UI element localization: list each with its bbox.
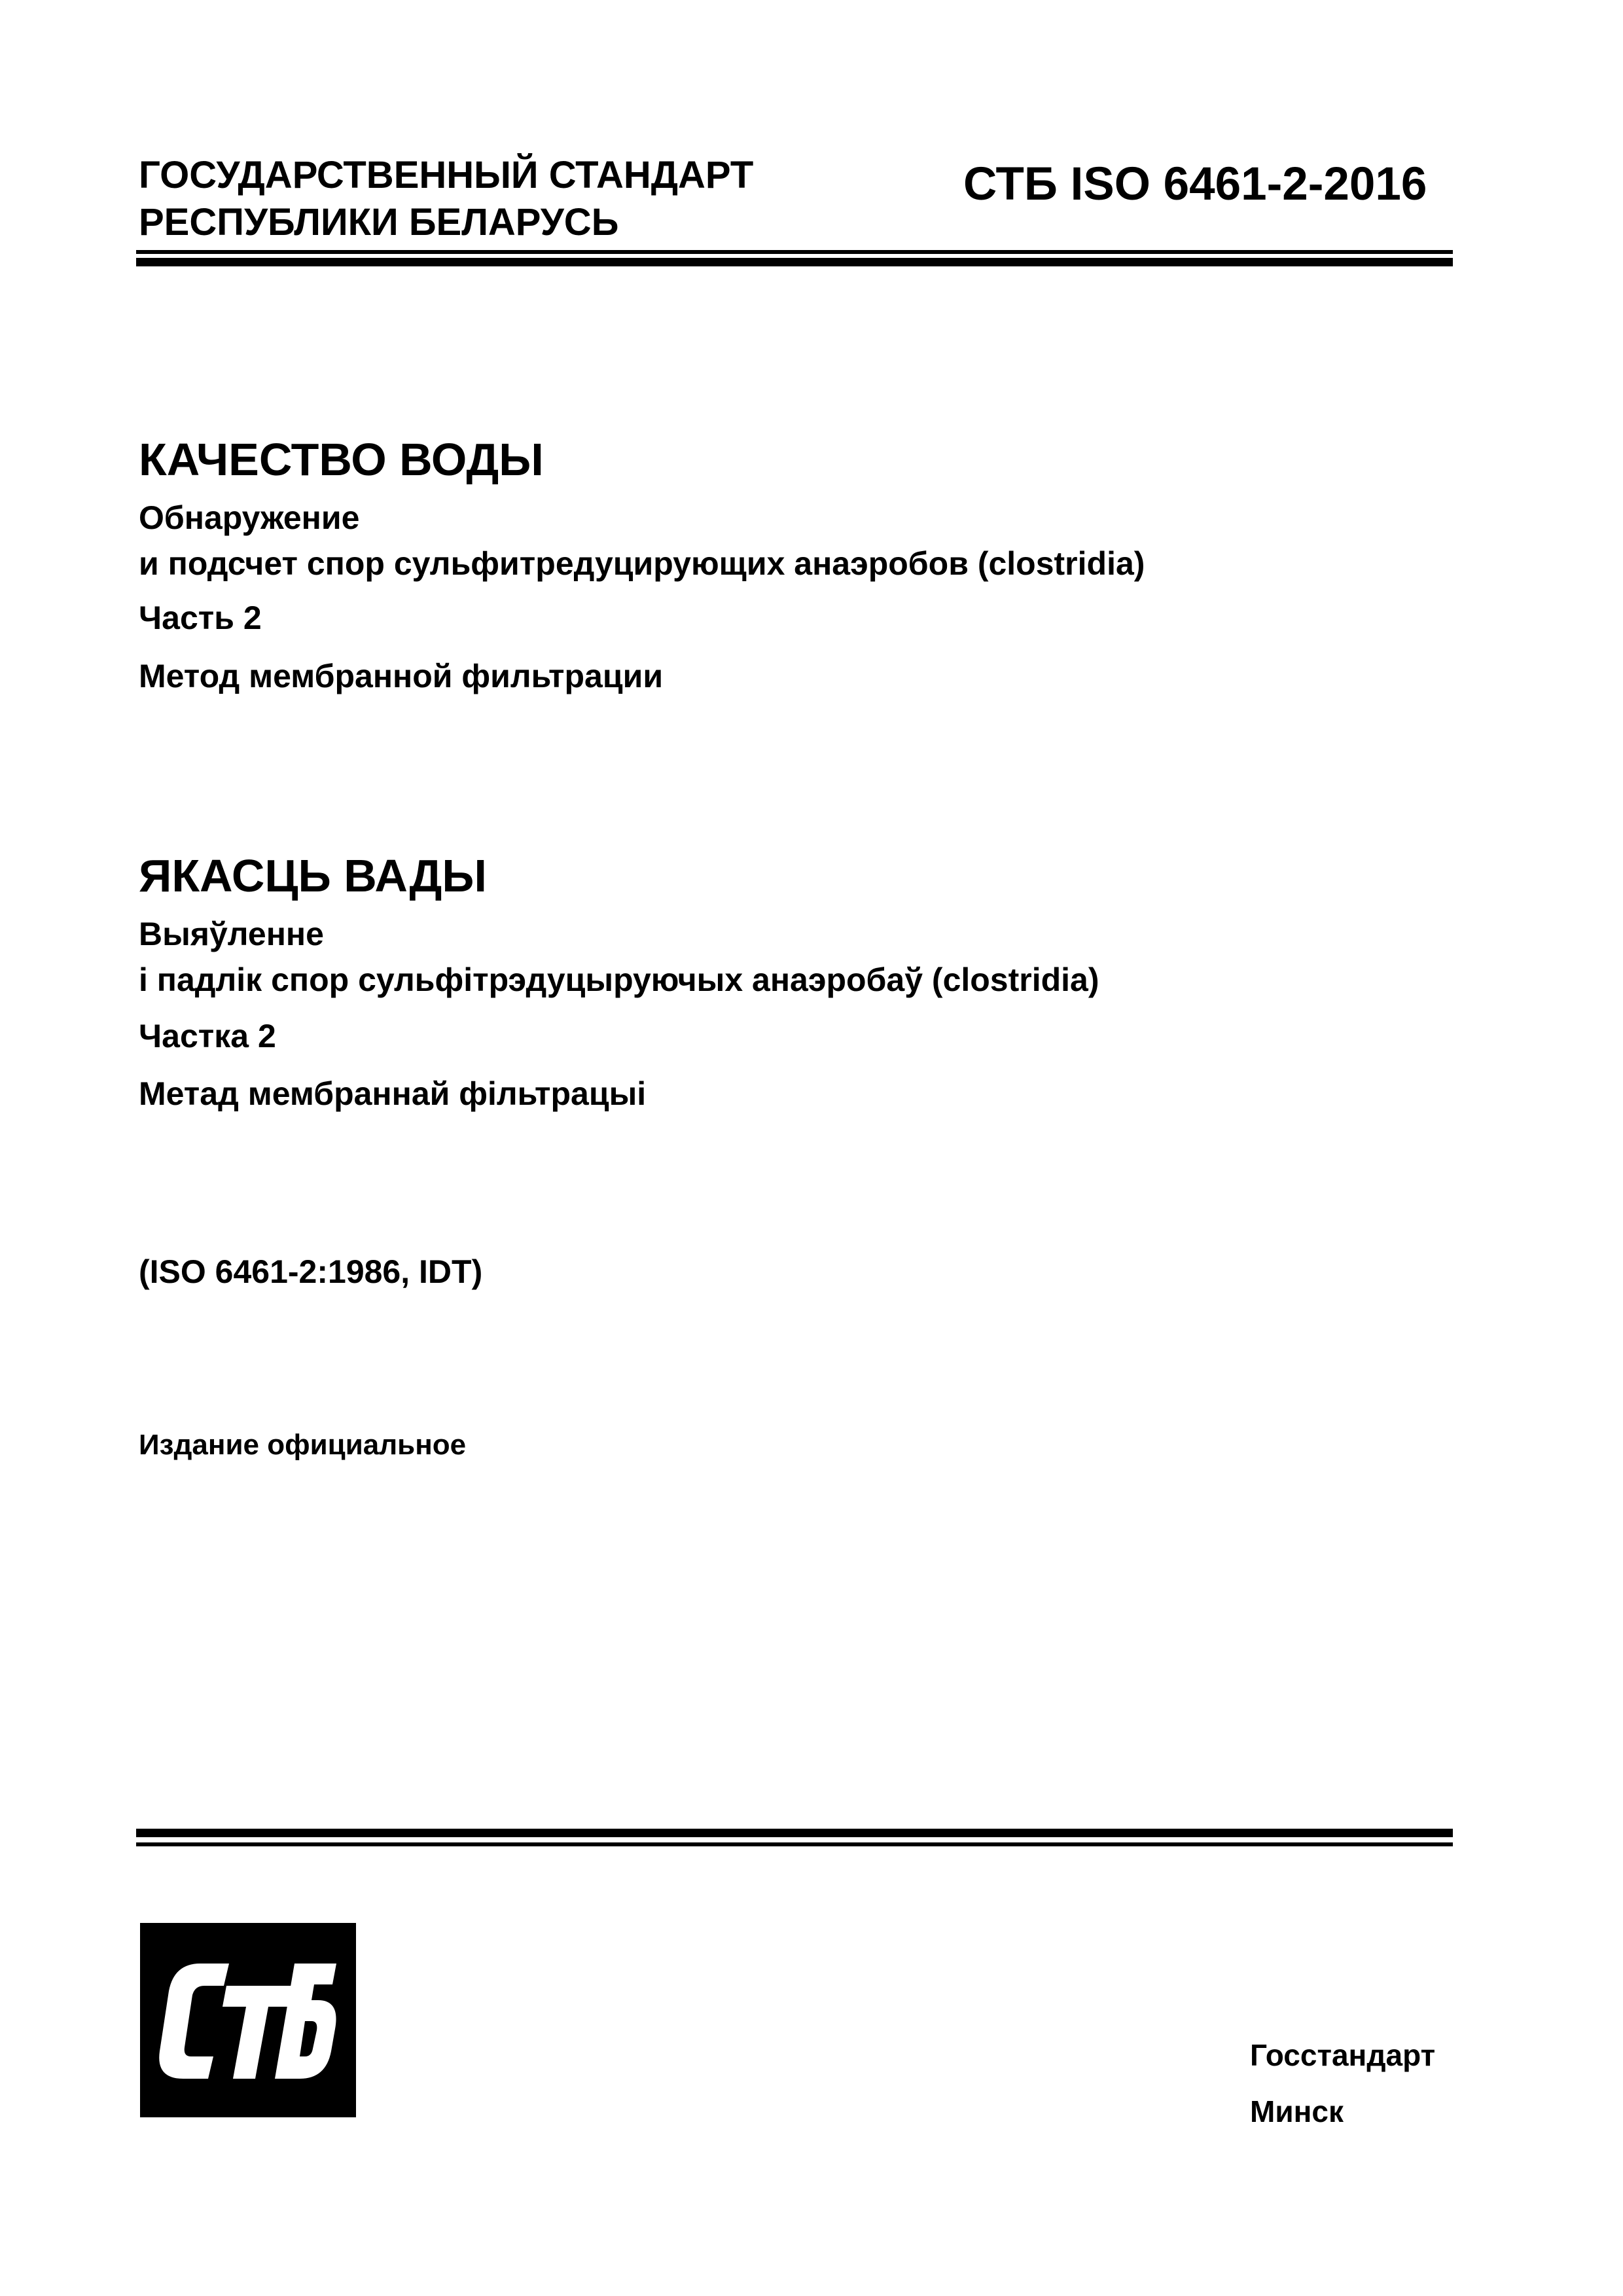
publisher-name: Госстандарт — [1250, 2038, 1436, 2072]
header-rule-thin — [136, 250, 1453, 254]
footer-rule-thick — [136, 1829, 1453, 1837]
subtitle-ru-line1: Обнаружение — [139, 499, 360, 536]
issuing-authority-line2: РЕСПУБЛИКИ БЕЛАРУСЬ — [139, 201, 619, 243]
part-ru: Часть 2 — [139, 600, 262, 636]
edition-note: Издание официальное — [139, 1429, 467, 1461]
title-ru: КАЧЕСТВО ВОДЫ — [139, 434, 544, 485]
stb-logo — [140, 1923, 356, 2117]
header-rule-thick — [136, 258, 1453, 266]
iso-identity: (ISO 6461-2:1986, IDT) — [139, 1253, 483, 1290]
publisher-city: Минск — [1250, 2094, 1344, 2128]
title-be: ЯКАСЦЬ ВАДЫ — [139, 850, 487, 901]
issuing-authority-line1: ГОСУДАРСТВЕННЫЙ СТАНДАРТ — [139, 154, 754, 196]
method-ru: Метод мембранной фильтрации — [139, 658, 664, 694]
footer-rule-thin — [136, 1842, 1453, 1846]
method-be: Метад мембраннай фільтрацыі — [139, 1075, 647, 1112]
part-be: Частка 2 — [139, 1018, 276, 1054]
subtitle-be-line2: і падлік спор сульфітрэдуцыруючых анаэробаў (clostridia) — [139, 961, 1099, 998]
subtitle-be-line1: Выяўленне — [139, 916, 324, 952]
standard-designation: СТБ ISO 6461-2-2016 — [963, 158, 1427, 210]
issuing-authority — [139, 152, 753, 246]
subtitle-ru-line2: и подсчет спор сульфитредуцирующих анаэробов (clostridia) — [139, 545, 1145, 582]
